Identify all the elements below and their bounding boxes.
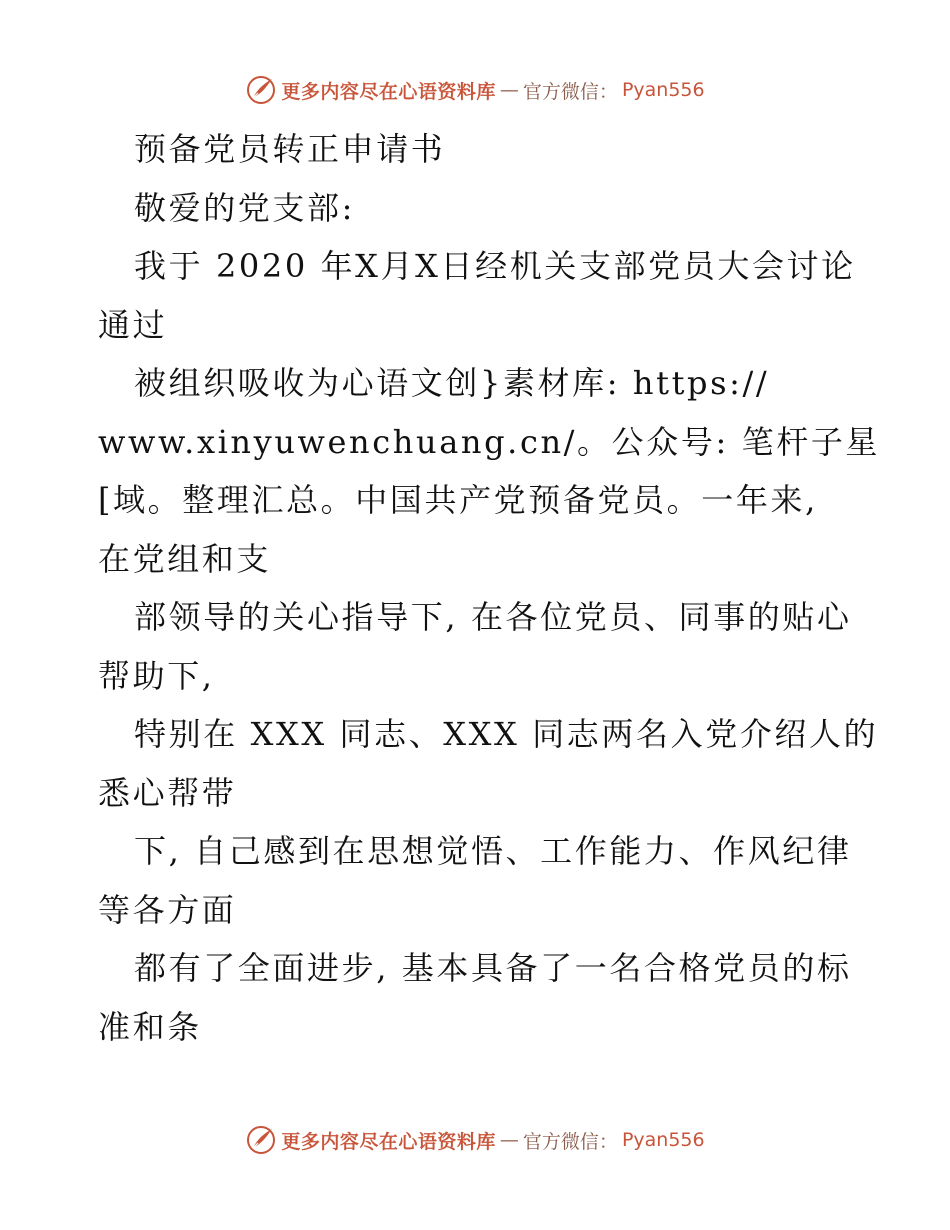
paragraph-line: 等各方面 — [98, 890, 237, 929]
watermark-label: 官方微信： — [522, 1130, 618, 1153]
watermark — [245, 1124, 704, 1156]
document-body — [98, 120, 881, 1056]
watermark-wechat-id: Pyan556 — [621, 1129, 705, 1151]
header-watermark — [0, 72, 950, 108]
paragraph-line: 悉心帮带 — [98, 773, 237, 812]
paragraph-line: 都有了全面进步, 基本具备了一名合格党员的标 — [134, 949, 852, 987]
quill-logo-icon — [245, 74, 277, 106]
watermark — [245, 74, 704, 106]
paragraph-line: 通过 — [98, 305, 168, 344]
paragraph-line: [域。整理汇总。中国共产党预备党员。一年来, — [98, 481, 818, 519]
paragraph-line: 我于 2020 年X月X日经机关支部党员大会讨论 — [134, 247, 856, 285]
quill-logo-icon — [245, 1124, 277, 1156]
paragraph-line: 帮助下, — [98, 656, 215, 695]
paragraph-line: 被组织吸收为心语文创}素材库: https:// — [134, 364, 770, 402]
paragraph-line: 在党组和支 — [98, 539, 272, 578]
watermark-wechat-id: Pyan556 — [621, 79, 705, 101]
salutation: 敬爱的党支部: — [134, 188, 355, 227]
watermark-label: 官方微信： — [522, 80, 618, 103]
watermark-dash: — — [499, 79, 519, 101]
document-title: 预备党员转正申请书 — [134, 130, 446, 168]
paragraph-line: 准和条 — [98, 1007, 202, 1046]
paragraph-line: www.xinyuwenchuang.cn/。公众号: 笔杆子星 — [98, 422, 881, 461]
paragraph-line: 下, 自己感到在思想觉悟、工作能力、作风纪律 — [134, 832, 852, 870]
watermark-text: 更多内容尽在心语资料库 — [281, 1130, 496, 1153]
paragraph-line: 部领导的关心指导下, 在各位党员、同事的贴心 — [134, 598, 852, 636]
paragraph-line: 特别在 XXX 同志、XXX 同志两名入党介绍人的 — [134, 715, 879, 753]
footer-watermark — [0, 1122, 950, 1158]
watermark-text: 更多内容尽在心语资料库 — [281, 80, 496, 103]
watermark-dash: — — [499, 1129, 519, 1151]
